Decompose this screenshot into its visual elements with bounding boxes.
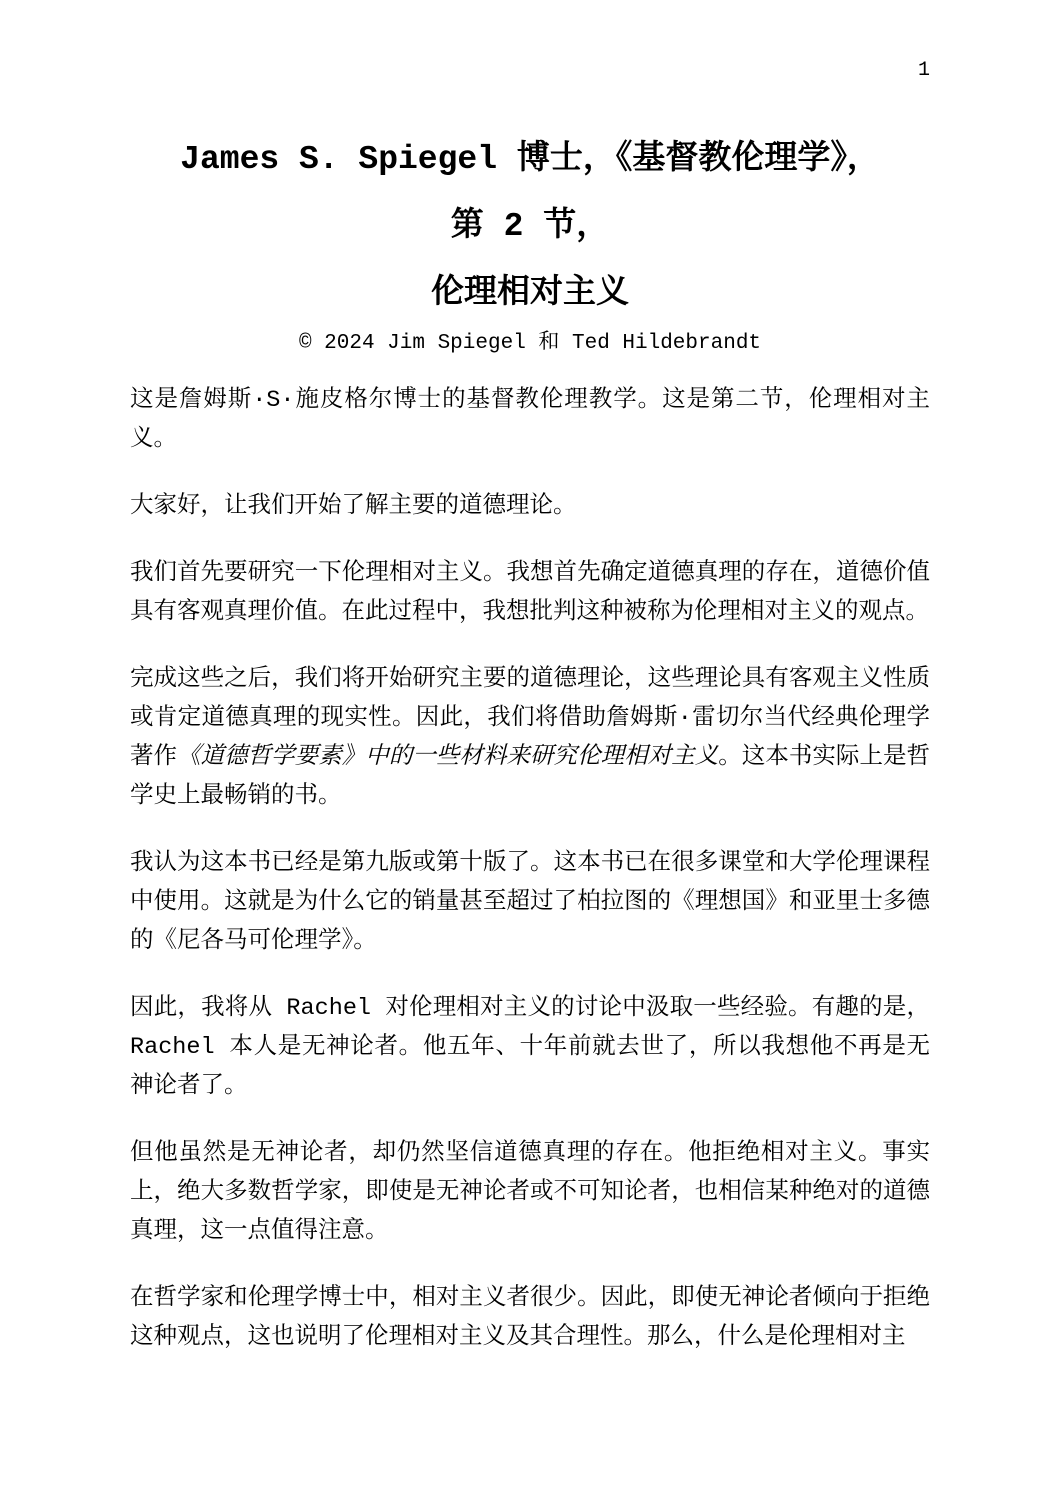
paragraph-moral-truth: 但他虽然是无神论者，却仍然坚信道德真理的存在。他拒绝相对主义。事实上，绝大多数哲学家，即使是无神论者或不可知论者，也相信某种绝对的道德真理，这一点值得注意。	[130, 1140, 930, 1245]
document-body	[130, 381, 930, 1357]
paragraph-rachels-book	[130, 660, 930, 816]
paragraph-rachels-book-text-after: 。这本书实际上是哲学史上最畅销的书。	[130, 744, 931, 810]
paragraph-intro: 这是詹姆斯·S·施皮格尔博士的基督教伦理教学。这是第二节，伦理相对主义。	[130, 387, 930, 453]
paragraph-editions: 我认为这本书已经是第九版或第十版了。这本书已在很多课堂和大学伦理课程中使用。这就是为什么它的销量甚至超过了柏拉图的《理想国》和亚里士多德的《尼各马可伦理学》。	[130, 850, 930, 955]
copyright-line: © 2024 Jim Spiegel 和 Ted Hildebrandt	[298, 332, 762, 355]
paragraph-relativists-rare: 在哲学家和伦理学博士中，相对主义者很少。因此，即使无神论者倾向于拒绝这种观点，这也说明了伦理相对主义及其合理性。那么，什么是伦理相对主	[130, 1285, 930, 1351]
title-line-session: 第 2 节，	[450, 208, 610, 245]
page-number: 1	[917, 59, 930, 82]
document-title	[130, 126, 930, 327]
paragraph-rachel-atheist: 因此，我将从 Rachel 对伦理相对主义的讨论中汲取一些经验。有趣的是，Rachel 本人是无神论者。他五年、十年前就去世了，所以我想他不再是无神论者了。	[130, 995, 930, 1100]
title-line-author-book: James S. Spiegel 博士，《基督教伦理学》，	[180, 141, 880, 178]
paragraph-rachels-book-title-italic: 《道德哲学要素》中的一些材料来研究伦理相对主义	[177, 744, 719, 771]
title-line-topic: 伦理相对主义	[431, 275, 629, 312]
paragraph-overview: 我们首先要研究一下伦理相对主义。我想首先确定道德真理的存在，道德价值具有客观真理价值。在此过程中，我想批判这种被称为伦理相对主义的观点。	[130, 560, 930, 626]
paragraph-greeting: 大家好，让我们开始了解主要的道德理论。	[130, 493, 577, 520]
paragraph-rachels-book-text-before: 完成这些之后，我们将开始研究主要的道德理论，这些理论具有客观主义性质或肯定道德真理的现实性。因此，我们将借助詹姆斯·雷切尔当代经典伦理学著作	[130, 666, 930, 771]
